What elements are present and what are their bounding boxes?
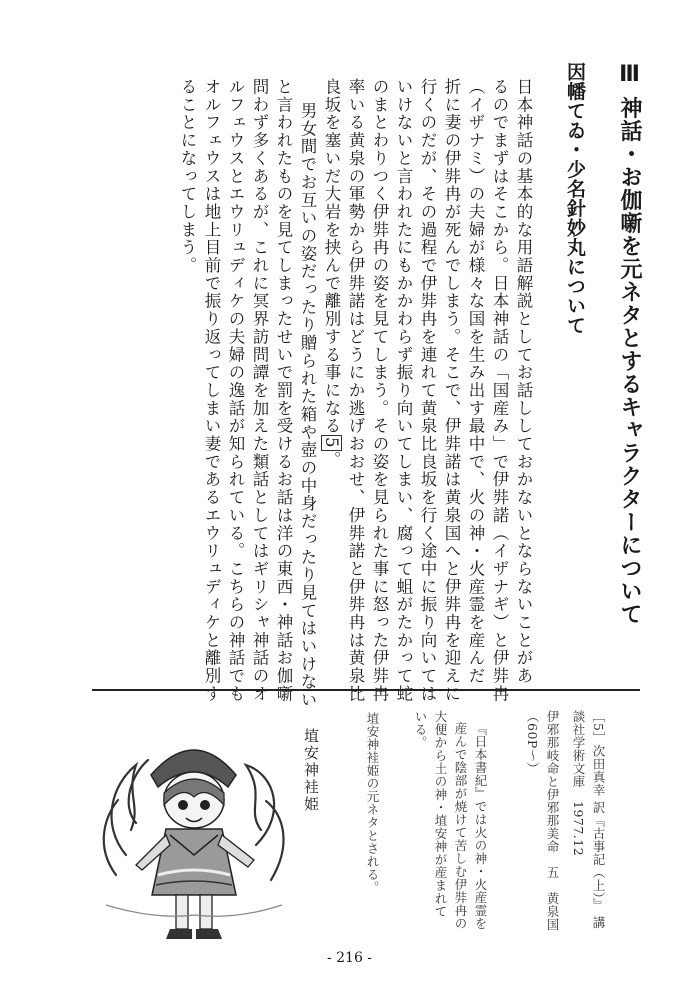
body-column: 率いる黄泉の軍勢から伊弉諾はどうにか逃げおおせ、伊弉諾と伊弉冉は黄泉比 <box>346 78 365 703</box>
body-column: るのでまずはそこから。日本神話の「国産み」で伊弉諾（イザナギ）と伊弉冉 <box>490 78 509 703</box>
body-column-text: 良坂を塞いだ大岩を挟んで離別する事になる <box>322 78 341 435</box>
body-column: いけないと言われたにもかかわらず振り向いてしまい、腐って蛆がたかって蛇 <box>394 78 413 703</box>
footnote-line: 産んで陰部が焼けて苦しむ伊弉冉の <box>453 722 468 930</box>
section-title: 因幡てゐ・少名針妙丸について <box>564 62 586 335</box>
footnote-line: （60P～） <box>525 710 540 775</box>
chapter-title: Ⅲ 神話・お伽噺を元ネタとするキャラクターについて <box>617 62 642 626</box>
footnote-line: 大便から土の神・埴安神が産まれて <box>433 710 448 918</box>
character-illustration <box>96 705 292 953</box>
body-column: 折に妻の伊弉冉が死んでしまう。そこで、伊弉諾は黄泉国へと伊弉冉を迎えに <box>442 78 461 703</box>
body-column <box>319 78 343 469</box>
footnote-line: 伊邪那岐命と伊邪那美命 五 黄泉国 <box>545 710 560 931</box>
body-column: ルフェウスとエウリュディケの夫婦の逸話が知られている。こちらの神話でも <box>226 78 245 703</box>
body-column: （イザナミ）の夫婦が様々な国を生み出す最中で、火の神・火産霊を産んだ <box>466 78 485 685</box>
section-divider <box>92 689 640 691</box>
footnote-line: 埴安神袿姫の元ネタとされる。 <box>365 712 380 894</box>
illustration-label: 埴安神袿姫 <box>302 728 320 813</box>
footnote-reference: 5 <box>322 437 341 449</box>
body-column: 男女間でお互いの姿だったり贈られた箱や壺の中身だったり見てはいけない <box>298 102 317 709</box>
sentence-end-mark: 。 <box>322 450 341 469</box>
body-column: 問わず多くあるが、これに冥界訪問譚を加えた類話としてはギリシャ神話のオ <box>250 78 269 703</box>
footnote-line: 談社学術文庫 1977.12 <box>571 710 586 857</box>
footnote-line: ［5］次田真幸 訳『古事記（上）』 講 <box>591 710 606 930</box>
body-column: オルフェウスは地上目前で振り返ってしまい妻であるエウリュディケと離別す <box>202 78 221 703</box>
body-column: 日本神話の基本的な用語解説としてお話ししておかないとならないことがあ <box>514 78 533 685</box>
footnote-line: いる。 <box>413 710 428 749</box>
body-column: ることになってしまう。 <box>178 78 197 275</box>
page-number: - 216 - <box>326 950 373 966</box>
body-column: 行くのだが、その過程で伊弉冉を連れて黄泉比良坂を行く途中に振り向いては <box>418 78 437 703</box>
footnote-line: 『日本書紀』では火の神・火産霊を <box>473 722 488 930</box>
body-column: のまとわりつく伊弉冉の姿を見てしまう。その姿を見られた事に怒った伊弉冉 <box>370 78 389 703</box>
body-column: と言われたものを見てしまったせいで罰を受けるお話は洋の東西・神話お伽噺 <box>274 78 293 703</box>
